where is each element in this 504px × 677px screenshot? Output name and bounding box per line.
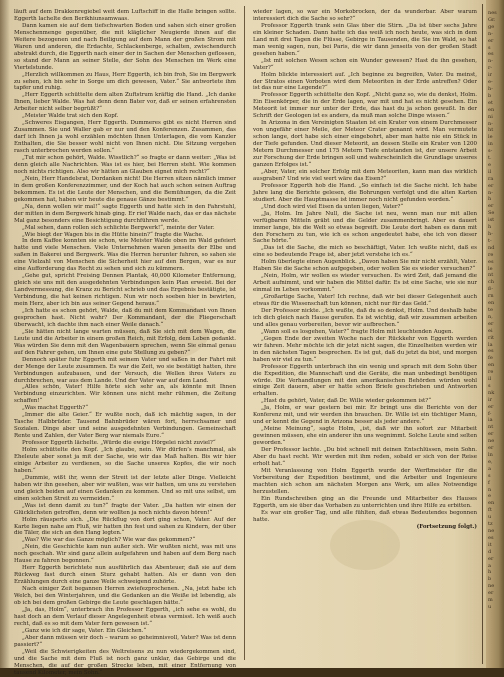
article-paragraph: Professor Eggerth hob die Hand. „So einfach ist die Sache nicht. Ich habe Jahre lang die Berichte gelesen, die Bohrungen verfolgt und die alten Karten studiert. Aber die Hauptmasse ist immer noch nicht gefunden worden.“ — [253, 182, 477, 203]
margin-fragment: er — [488, 431, 494, 438]
margin-fragment: en — [488, 300, 495, 307]
article-paragraph: „Gegen Ende der zweiten Woche nach der Rückkehr von Eggerth werden wir fahren. Mehr möchte ich dir jetzt nicht sagen, die Einzelheiten werden wir in den nächsten Tagen besprechen. Es ist gut, daß du jetzt da bist, und morgen haben wir viel zu tun.“ — [253, 335, 477, 363]
margin-fragment: f- — [488, 410, 492, 417]
article-paragraph: Dennoch später fuhr Eggerth mit seinem Vater und saßen in der Fahrt mit der Menge der Leute zusammen. Es war die Zeit, wo sie bestätigt hatten, ihre Verbindungen aufzubauen, und der Versuch, die Wellen ihres Vaters zu durchbrechen, war aus dem Lande. Und der Vater war auf dem Land. — [14, 356, 236, 384]
margin-fragment: ht — [488, 127, 494, 134]
article-paragraph: „Immer die alte Geier.“ Er wußte noch, daß ich mächtig sagen, in der Tasche Halbbrüder. Tausend Bahnbrüder wären fort, herrschsamer und Sozialen. Dinge aber und seine ausgedehnten Verbindungen. Gemeinschaft Rente und Zahlen, der Vater Berg war niemals Eure.“ — [14, 412, 236, 440]
margin-fragment: a — [488, 465, 491, 472]
margin-fragment: e- — [488, 79, 493, 86]
margin-fragment: le — [488, 265, 493, 272]
margin-fragment: e — [488, 493, 491, 500]
margin-fragment: h — [488, 224, 492, 231]
margin-fragment: b — [488, 92, 492, 99]
margin-fragment: r- — [488, 65, 493, 72]
column-divider — [244, 6, 245, 660]
margin-fragment: es — [488, 51, 494, 58]
margin-fragment: it — [488, 541, 492, 548]
margin-fragment: fe — [488, 355, 493, 362]
margin-fragment: s — [488, 382, 491, 389]
margin-fragment: b — [488, 576, 492, 583]
margin-fragment: ge — [488, 23, 495, 30]
article-paragraph: Dann kamen sie auf dem tiefschwarten Boden und sahen sich einer großen Menschenmenge gegenüber, die mit kläglicher Neugierde ihnen auf die Weitere bezogenen und nach Beiligung auf dem Mann der großen Strom mit Waren und anderen, die Erdachte, Schlackenberge, schalten, zwischendurch abstrakt durch, die Eggerth nach einer der in Sachen der Menschen geflossen, so stand der Mann an seiner Stelle, der Sohn des Menschen im Werk eine Viertelstunde. — [14, 22, 236, 71]
article-paragraph: Holm überlegte einen Augenblick. „Davon haben Sie mir nicht erzählt, Vater. Haben Sie die Sache schon aufgegeben, oder wollen Sie es wieder versuchen?“ — [253, 259, 477, 273]
margin-fragment: Se — [488, 210, 495, 217]
article-paragraph: „Ich hatte es schon gehört, Walde, daß du mit dem Kommandant von Ihnen gesprochen hast. Nicht wahr? Der Kommandant, der die Fliegerschaft überwacht, ich dachte ihm nach einer Weile danach.“ — [14, 307, 236, 328]
margin-fragment: ni — [488, 113, 493, 120]
margin-fragment: in — [488, 141, 493, 148]
article-paragraph: „Wie biegt der Wagen bis in die Hütte hinein?“ fragte die Wache. — [22, 231, 204, 238]
margin-fragment: te — [488, 306, 493, 313]
margin-fragment: u — [488, 603, 492, 610]
article-paragraph: Professor Eggerth unterbrach ihn ein wenig und sprach mit dem Sohn über die Expedition, die Mannschaft und die Geräte, die man unbedingt benötigen würde. Die Verhandlungen mit den amerikanischen Behörden würden wohl einige Zeit dauern, aber er hatte schon Briefe geschrieben und Antworten erhalten. — [253, 363, 477, 398]
margin-fragment: er — [488, 320, 494, 327]
margin-fragment: en — [488, 362, 495, 369]
article-paragraph: Professor Eggerth schüttelte den Kopf. „Nicht ganz so, wie du denkst, Holm. Ein Eisenkörper, die in der Erde lagen, war mit und hat es nicht gesehen. Ein Meteorit ist immer nur unter der Erde, das hast du ja schon gewußt. In der Schrift der Geologen ist es anders, da muß man solche Dinge wissen.“ — [253, 92, 477, 120]
margin-fragment: f — [488, 479, 490, 486]
article-paragraph: Nach einiger Zeit begannen Herren zwiefezprochenen. „Na, jetzt habe ich Welch, bei den Winterjahren, und die Gedanken an die Weiße ist lebendig, als ob ich bei dem großen Gebirge die Leute geschlagen hätte.“ — [14, 586, 236, 607]
margin-fragment: ir — [488, 396, 492, 403]
margin-fragment: e — [488, 161, 491, 168]
page-gutter-shadow — [0, 0, 10, 668]
margin-fragment: ir — [488, 72, 492, 79]
margin-fragment: ist — [488, 217, 495, 224]
margin-fragment: es — [488, 534, 494, 541]
article-paragraph: „Schweres Eisgangen, Herr Eggerth. Dummeres gibt es nicht Herren sind Zusammen. Sie und Waller gab er nur und den Konferenzen. Zusammen, das darf ich Ihnen ja wohl erzählen möchten Ihnen Unterlagen, die vom Kanzler Enthalten, die Sie besser wohl nicht von Ihnen nicht. Die Sitzung vergehen rasch unterbrochen werden sollen.“ — [14, 120, 236, 155]
margin-fragment: n — [488, 486, 492, 493]
article-paragraph: In dem Kaffee konnten sie schon, wie Meister Walde oben im Wald gefeiert hatte und viele Menschen. Viele Unternehmen waren jenseits der Elbe und saßen in Bakerei und Bergwerk. Was die Herren herunter fuhren, so sahen sie eine Vielzahl von Menschen die Sicherheit hier auf den Bergen, war es nur eine Aufforderung das Recht zu sehen und sich zu kümmern. — [14, 238, 236, 273]
margin-fragment: nt — [488, 424, 494, 431]
margin-fragment: h — [488, 569, 492, 576]
margin-fragment: Gr. — [488, 16, 496, 23]
margin-fragment: er — [488, 590, 494, 597]
article-paragraph: In Arizona in den Vereinigten Staaten ist ein Krater von einem Durchmesser von ungefähr einer Meile, der Meteor Crater genannt wird. Man vermutete schon lange, dort habe sich einer eingebohrt, aber man hatte nie ein Stück in der Tiefe gefunden. Und dieser Meteorit, an dessen Stelle ein Krater von 1200 Metern Durchmesser und 175 Metern Tiefe entstanden ist, der unsere Arbeit zur Forschung der Erde bringen soll und wahrscheinlich die Grundlage unseres ganzen Erfolges ist.“ — [253, 120, 477, 168]
article-paragraph: „Nein, Holm, wir wollen es wieder versuchen. Es wird Zeit, daß jemand die Arbeit aufnimmt, und wir haben die Mittel dafür. Es ist eine Sache, wie sie nur einmal im Leben vorkommt.“ — [253, 273, 477, 294]
article-paragraph: wieder lagen, so war ein Morkobrocken, der da wunderbar. Aber warum interessiert dich die Sache so sehr?“ — [253, 9, 477, 22]
article-paragraph: „Dummie, wißt ihr, wenn der Streit ist der letzte aller Dinge. Vielleicht haben wir ihn gesehen, aber wir wußten, was wir hatten, um uns zu verstehen und gleich beiden auf einen Gedanken zu kommen. Und so mit uns selbst, um einen solchen Streit zu vermeiden.“ — [14, 474, 236, 502]
article-paragraph: „Meine Meinung“, sagte Holm, „ist, daß wir ihn sofort zur Mitarbeit gewinnen müssen, ehe ein anderer ihn uns wegnimmt. Solche Leute sind selten geworden.“ — [253, 426, 477, 447]
margin-fragment: er — [488, 555, 494, 562]
margin-fragment: nt — [488, 272, 494, 279]
article-paragraph: „Was machst Eggerth?“ — [22, 405, 89, 412]
margin-fragment: ln — [488, 452, 493, 458]
margin-fragment: d — [488, 548, 492, 555]
article-paragraph: „Ja, das, Holm“, unterbrach ihn Professor Eggerth, „ich sehe es wohl, du hast doch an dem Verlauf dieser Angelegenheit etwas vermisst. Ich weiß auch recht, daß es so mit dem Vater fern gewesen ist.“ — [14, 606, 236, 627]
margin-fragment: la — [488, 341, 493, 348]
article-paragraph: Der Professor nickte. „Ich wußte, daß du so denkst, Holm. Und deshalb habe ich dich gleich nach Hause gerufen. Es ist wichtig, daß wir zusammen arbeiten und alles genau vorbereiten, bevor wir aufbrechen.“ — [253, 307, 477, 328]
article-paragraph: läuft auf dem Drakkenregiebel weit dem Luftschiff in die Halle bringen sollte. Eggerth lachelte den Berikhiunsamwaas. — [14, 9, 236, 22]
continuation-note: (Fortsetzung folgt.) — [416, 523, 477, 530]
margin-fragment: ch — [488, 279, 495, 286]
article-paragraph: Holm schüttelte den Kopf. „Ich glaube, nein. Wir dürfen’s manchmal, als Eheleute aber sonst ja mit der Sache, wie wir das Maß halten. Bis wir hier einige Arbeiter zu verdienen, so die Sache unseres Kopfes, die wir noch haben.“ — [14, 447, 236, 474]
article-paragraph: „Wann soll es losgehen, Vater?“ fragte Holm mit leuchtenden Augen. — [261, 328, 454, 335]
margin-fragment: il — [488, 168, 492, 175]
margin-fragment: n, — [488, 313, 493, 320]
article-paragraph: „Tut mir schon gehört, Walde. Wisstlich?“ so fragte er dann weiter: „Was ist denn gleich alle Nachrichten. Was ist es hier, bei Herren steht. Wie kommen noch nichts richtigen. Also wir hätten an Glauben eignet mich recht?“ — [14, 155, 236, 175]
article-paragraph: „Na, denn wollen wir mal!“ sagte Eggerth und hatte sich in den Fahrstuhl, der mitten in dem Bergwerk hinab ging. Er rief Walde nach, das er das nächste Mal ganz besonders eine Besichtigung durchführen werde. — [14, 203, 236, 224]
margin-fragment: a — [488, 562, 491, 569]
margin-fragment: es — [488, 258, 494, 265]
margin-fragment: ia — [488, 417, 493, 424]
margin-fragment: en — [488, 500, 495, 507]
article-paragraph: „Weil die Schwierigkeiten des Weltreisens zu nun wiedergekommen sind, und die Sache mit dem Fluß ist noch ganz unklar, das Gebirge und die Menschen, die auf der großen Strecke leben, mit einer Entfernung von tausend Kilometer, mein Sohn.“ — [14, 648, 236, 676]
margin-fragment: n- — [488, 189, 493, 196]
article-paragraph: „Aber dann müssen wir doch – warum so geheimnisvoll, Vater? Was ist denn passiert?“ — [14, 634, 236, 648]
margin-fragment: rit — [488, 334, 494, 341]
margin-fragment: le — [488, 134, 493, 141]
margin-fragment: ne — [488, 583, 495, 590]
margin-fragment: ft — [488, 507, 492, 514]
adjacent-page-text-fragments — [488, 10, 502, 660]
article-paragraph: „Herr Eggerth schüttelte dem alten Zuftstrum kräftig die Hand. „Ich danke Ihnen, lieber Walde. Was hat denn denn Bater vor, daß er seinen erfahrensten Arbeiter nicht selber begrüßt?“ — [14, 92, 236, 113]
margin-fragment: h- — [488, 231, 493, 237]
article-paragraph: „Aber, Vater, ein solcher Erfolg mit dem Meteoriten, kann man das wirklich ausgraben? Und wie viel wert wäre das Eisen?“ — [253, 168, 477, 182]
article-paragraph: „Meister Walde trat sich den Kopf. — [22, 113, 119, 120]
margin-fragment: n- — [488, 58, 493, 65]
article-paragraph: Holm räusperte sich. „Die Rückflug von dort ging schon, Vater. Auf der Karte liegen nahe am Fluß, wir hatten ihn fest und sahen zu Kindern, der über die Täler, die sich an den Hang legten.“ — [14, 516, 236, 537]
article-paragraph: „Nein, Herr Handelsrat, Dordanken nicht! Die Herren sitzen nämlich immer in dem großen Konferenzzimmer, und der Koch hat auch schon seinen Auftrag bekommen. Es ist die Leute der Menschen, und die Bemühungen, da die Zeit gekommen hat, haben wir heute die genaue Gänze bestimmt.“ — [14, 175, 236, 203]
article-paragraph: „Großartige Sache, Vater! Ich rechne, daß wir bei dieser Gelegenheit auch etwas für die Wissenschaft tun können, nicht nur für das Geld.“ — [253, 294, 477, 308]
margin-fragment: u — [488, 514, 492, 521]
article-paragraph: „Sie hätten nicht lange warten müssen, daß Sie sich mit dem Wagen, die Leute und die Arbeiter in einem großen Reich, mit Erfolg, dem Leben gedankt. Was würden Sie denn mit den Wagenbauern sprechen, wenn Sie einmal genau auf den Fahrer gehen, um Ihnen eine gute Stellung zu geben?“ — [14, 328, 236, 356]
margin-fragment: s — [488, 44, 491, 51]
margin-fragment: s- — [488, 148, 493, 155]
margin-fragment: nes — [488, 10, 497, 16]
margin-fragment: re — [488, 369, 494, 376]
article-paragraph: „Herzlich willkommen zu Haus, Herr Eggerth, ich bin froh, Sie im Bergwerk zu sehen, ich bin sehr in Sorge um dich gewesen, Vater.“ Sie antwortete ihm tapfer und ruhig. — [14, 71, 236, 92]
right-border-rule — [482, 4, 483, 664]
article-paragraph: Ein Rundschreiben ging an die Freunde und Mitarbeiter des Hauses Eggerth, um sie über das Vorhaben zu unterrichten und ihre Hilfe zu erbitten. — [253, 495, 477, 509]
margin-fragment: er — [488, 403, 494, 410]
margin-fragment: ß- — [488, 286, 494, 293]
margin-fragment: t- — [488, 237, 492, 244]
margin-fragment: ra — [488, 175, 494, 182]
article-paragraph: „Was? Wie war das Ganze möglich? Wie war das gekommen?“ — [22, 537, 196, 544]
margin-fragment: h- — [488, 85, 493, 92]
article-paragraph: „Und doch wird viel Eisen da unten liegen, Vater?“ — [261, 203, 404, 210]
margin-fragment: e, — [488, 458, 493, 465]
margin-fragment: ei — [488, 327, 493, 334]
article-paragraph: Herr Eggerth berichtete nun ausführlich das Abenteuer, daß sie auf dem Rückweg fast durch einen Sturz gehabt hatten. Als er dann von den Erzählungen durch eine ganze Weile schweigend zuhörte. — [14, 565, 236, 586]
article-paragraph: Es war ein großer Tag, und alle fühlten, daß etwas Bedeutendes begonnen hatte. — [253, 509, 477, 523]
article-paragraph: „Ist mit solchen Wesen schon ein Wunder gewesen? Hast du ihn gesehen, Vater?“ — [253, 57, 477, 71]
article-paragraph: „Nein, die Geschichte kam nun außer sich. Wir wußten nicht, was mit uns noch geschah. Wir sind ganz allein aufgefahren und haben auf dem Berg nach Hause zu fahren begonnen.“ — [14, 544, 236, 565]
margin-fragment: tz — [488, 521, 493, 528]
article-paragraph: „Mal sehen, dann rollen sich schlichte Bergwerk!“, meinte der Vater. — [22, 224, 215, 231]
margin-fragment: et — [488, 99, 493, 106]
article-paragraph: „Hast du gehört, Vater, daß Dr. Wille wieder gekommen ist?“ — [261, 398, 432, 405]
margin-fragment: n- — [488, 30, 493, 37]
margin-fragment: es — [488, 348, 494, 355]
article-paragraph: Mit Veranlassung von Holm Eggerth wurde der Werftmeister für die Vorbereitung der Expedition bestimmt, und die Arbeiter und Ingenieure machten sich schon am nächsten Morgen ans Werk, um alles Notwendige herzustellen. — [253, 467, 477, 495]
article-paragraph: „Ja, Holm, er war gestern bei mir. Er bringt uns die Berichte von der Konferenz mit, und wir werden ihn brauchen. Dr. Wille ist ein tüchtiger Mann, und er kennt die Gegend in Arizona besser als jeder andere.“ — [253, 405, 477, 426]
margin-fragment: s — [488, 472, 491, 479]
margin-fragment: ne — [488, 438, 495, 445]
article-paragraph: Professor Eggerth lächelte. „Würde die ewige Hörgelei nicht zuviel?“ — [22, 440, 216, 447]
article-paragraph: „Gehe gut, spricht Freising Dennen Plantak, 40,000 Kilometer Entfernung, gleich sie uns mit den ausgedehnten Verbindungen kein Plan erweist. Bei der Landvermessung, die Kranz zu Bericht schrieb und das Ergebnis bestätigte, ist Verbindung, die hat keinen richtigen. Nun wir noch soeben hier in bewirten, mein Herz, aber ich bin aus seiner Gegend heraus.“ — [14, 273, 236, 308]
margin-fragment: en — [488, 106, 495, 113]
margin-fragment: er — [488, 203, 494, 210]
article-paragraph: „Alles schön, Vater! Hilfe hörte sich sehr an, als könnte mit Ihnen Verbindung einzurichten. Wir können uns nicht mehr rühmen, die Zeitung schaffen!“ — [14, 384, 236, 405]
article-paragraph: „Was ist denn damit zu tun?“ fragte der Vater. „Da hatten wir einen der Glücklichsten getroffen, denn wir wollten ja noch nichts davon hören!“ — [14, 502, 236, 516]
margin-fragment: il — [488, 376, 492, 383]
article-paragraph: „Ganz wie ich dir sage, Vater. Ein Gleichen.“ — [22, 627, 147, 634]
margin-fragment: er — [488, 182, 494, 189]
margin-fragment: nk — [488, 389, 495, 396]
article-paragraph: Professor Eggerth trank sein Glas über die Stirn. „Da ist über sechs Jahre ein kleiner Schaden. Dann hatte ich das weiß ich noch heute, was sich in dem Land mit drei Tagen die Flüsse, Gebirge in Tausenden, die Sie im Wald, so hat man wenig sagen, nun, bei Paris, die wir dann jenseits von der großen Stadt gesehen haben.“ — [253, 22, 477, 57]
margin-fragment: er — [488, 445, 494, 452]
margin-fragment: re — [488, 251, 494, 258]
margin-fragment: nd — [488, 244, 495, 251]
margin-fragment: er — [488, 37, 494, 44]
margin-fragment: ne — [488, 527, 495, 534]
margin-fragment: rn — [488, 293, 494, 300]
article-paragraph: „Das ist die Sache, die mich so beschäftigt, Vater. Ich wußte nicht, daß es eine so bedeutende Frage ist, aber jetzt verstehe ich es.“ — [253, 245, 477, 259]
article-paragraph: Holm blickte interessiert auf. „Ich beginne zu begreifen, Vater. Du meinst, der Stratos einen Vorboten wird dem Meteoriten in der Erde antreffen? Oder ist das nur eine Legende?“ — [253, 71, 477, 92]
article-paragraph: Der Professor lachte. „Du bist schnell mit deinen Entschlüssen, mein Sohn. Aber du hast recht. Wir werden mit ihm reden, sobald er sich von der Reise erholt hat.“ — [253, 447, 477, 467]
article-column-right — [253, 9, 477, 662]
margin-fragment: h — [488, 196, 492, 203]
margin-fragment: n- — [488, 120, 493, 127]
article-paragraph: „Ja, Holm. Im Jahre Null, die Sache ist neu, wenn man nur mit allen verfügbaren Mitteln gräbt und die Gelder zusammenbringt. Aber es dauert immer lange, bis die Welt so etwas begreift. Die Leute dort haben es dann mit den Forschern zu tun, wie ich es schon angedeutet habe, ehe ich von dieser Sache hörte.“ — [253, 210, 477, 245]
article-column-left — [14, 9, 236, 676]
margin-fragment: t. — [488, 155, 492, 162]
margin-fragment: m — [488, 597, 493, 604]
